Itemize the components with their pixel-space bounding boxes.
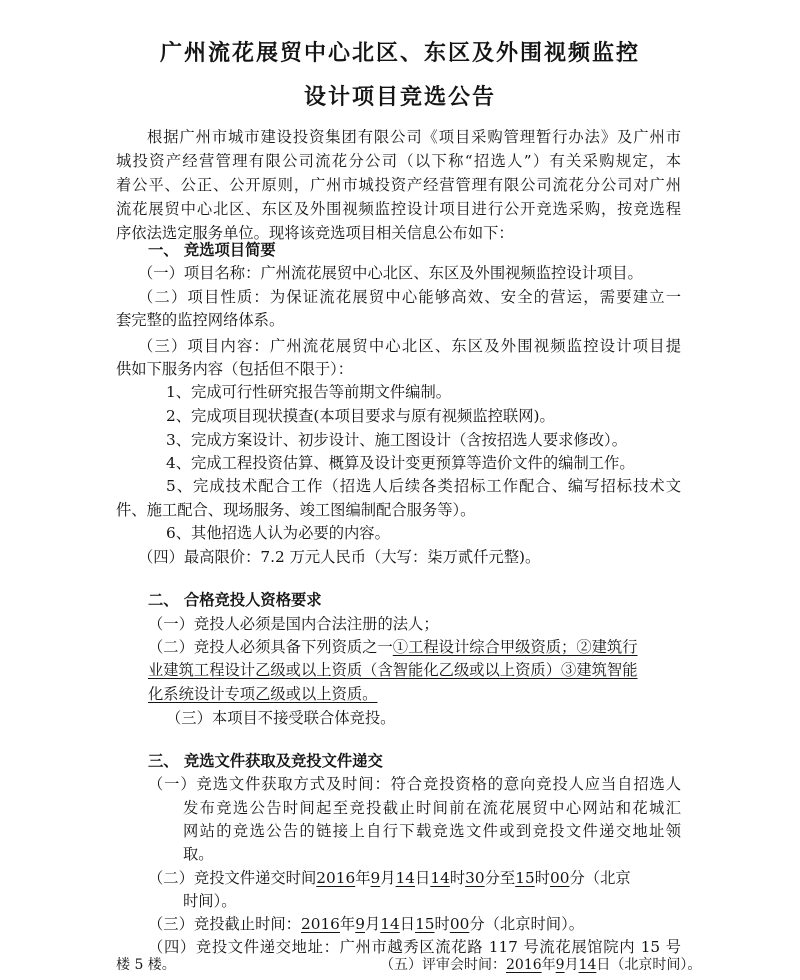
section-1-sub-6: 6、其他招选人认为必要的内容。: [166, 524, 390, 542]
review-day: 14: [578, 957, 597, 973]
section-2-item-2-line-2: 业建筑工程设计乙级或以上资质（含智能化乙级或以上资质）③建筑智能: [148, 661, 638, 679]
section-3-item-1-line-4: 取。: [183, 845, 214, 863]
submission-hour: 14: [430, 869, 450, 887]
intro-line-3: 着公平、公正、公开原则，广州市城投资产经营管理有限公司流花分公司对广州: [116, 176, 681, 194]
submission-end-hour: 15: [515, 869, 535, 887]
deadline-hour: 15: [415, 915, 435, 933]
section-1-item-2-line-2: 套完整的监控网络体系。: [116, 311, 285, 329]
section-2-item-1: （一）竞投人必须是国内合法注册的法人；: [148, 615, 439, 633]
intro-line-4: 流花展贸中心北区、东区及外围视频监控设计项目进行公开竞选采购，按竞选程: [116, 200, 681, 218]
section-2-item-2-line-3: 化系统设计专项乙级或以上资质。: [148, 685, 378, 703]
section-1-sub-4: 4、完成工程投资估算、概算及设计变更预算等造价文件的编制工作。: [166, 454, 635, 472]
intro-line-2: 城投资产经营管理有限公司流花分公司（以下称“招选人”）有关采购规定，本: [116, 152, 681, 170]
section-3-item-1-line-2: 发布竞选公告时间起至竞投截止时间前在流花展贸中心网站和花城汇: [183, 799, 681, 817]
section-2-item-2-prefix: （二）竞投人必须具备下列资质之一: [148, 638, 393, 656]
section-3-item-1-line-3: 网站的竞选公告的链接上自行下载竞选文件或到竞投文件递交地址领: [183, 822, 681, 840]
submission-time-label: （二）竞投文件递交时间: [148, 869, 317, 887]
deadline-month: 9: [355, 915, 365, 933]
title-line-2: 设计项目竞选公告: [303, 85, 496, 110]
section-3-item-4-line-1: （四）竞投文件递交地址：广州市越秀区流花路 117 号流花展馆院内 15 号: [148, 938, 681, 956]
section-1-sub-2: 2、完成项目现状摸查(本项目要求与原有视频监控联网)。: [166, 407, 555, 425]
submission-year: 2016: [316, 869, 356, 887]
review-month: 9: [555, 957, 565, 973]
submission-day: 14: [395, 869, 416, 887]
section-1-sub-5-line-2: 件、施工配合、现场服务、竣工图编制配合服务等）。: [116, 501, 476, 519]
section-3-item-3: （三）竞投截止时间：2016年9月14日15时00分（北京时间）。: [148, 915, 585, 933]
section-3-item-2-line-1: （二）竞投文件递交时间2016年9月14日14时30分至15时00分（北京: [148, 869, 631, 887]
section-2-heading: 二、 合格竞投人资格要求: [148, 591, 322, 609]
section-3-heading: 三、 竞选文件获取及竞投文件递交: [148, 752, 383, 770]
title-line-1: 广州流花展贸中心北区、东区及外围视频监控: [159, 41, 640, 66]
review-year: 2016: [506, 957, 542, 973]
submission-month: 9: [370, 869, 381, 887]
section-2-item-3: （三）本项目不接受联合体竞投。: [166, 709, 396, 727]
deadline-minute: 00: [449, 915, 470, 933]
section-1-sub-3: 3、完成方案设计、初步设计、施工图设计（含按招选人要求修改）。: [166, 431, 627, 449]
deadline-label: （三）竞投截止时间：: [148, 915, 301, 933]
section-1-sub-1: 1、完成可行性研究报告等前期文件编制。: [166, 383, 452, 401]
deadline-year: 2016: [300, 915, 340, 933]
section-1-item-2-line-1: （二）项目性质：为保证流花展贸中心能够高效、安全的营运，需要建立一: [138, 288, 681, 306]
section-1-item-4: （四）最高限价：7.2 万元人民币（大写：柒万贰仟元整)。: [138, 548, 541, 566]
submission-end-minute: 00: [550, 869, 570, 887]
intro-line-5: 序依法选定服务单位。现将该竞选项目相关信息公布如下：: [116, 224, 514, 242]
section-3-item-5: （五）评审会时间：2016年9月14日（北京时间）。: [380, 957, 702, 973]
deadline-day: 14: [380, 915, 400, 933]
section-1-item-3-line-2: 供如下服务内容（包括但不限于）：: [116, 360, 354, 378]
section-2-item-2-line-1: [148, 636, 681, 658]
section-3-item-2-line-2: 时间）。: [183, 892, 237, 910]
section-1-item-3-line-1: （三）项目内容：广州流花展贸中心北区、东区及外围视频监控设计项目提: [138, 337, 681, 355]
section-3-item-1-line-1: （一）竞选文件获取方式及时间：符合竞投资格的意向竞投人应当自招选人: [148, 775, 681, 793]
review-meeting-label: （五）评审会时间：: [380, 957, 506, 973]
section-1-heading: 一、 竞选项目简要: [148, 241, 276, 259]
submission-minute: 30: [465, 869, 485, 887]
section-3-item-4-line-2: 楼 5 楼。: [116, 957, 176, 973]
section-2-item-2-qualifications-a: ①工程设计综合甲级资质；②建筑行: [392, 638, 638, 656]
section-1-item-1: （一）项目名称：广州流花展贸中心北区、东区及外围视频监控设计项目。: [138, 264, 643, 282]
section-1-sub-5-line-1: 5、完成技术配合工作（招选人后续各类招标工作配合、编写招标技术文: [166, 477, 681, 495]
intro-line-1: 根据广州市城市建设投资集团有限公司《项目采购管理暂行办法》及广州市: [147, 128, 681, 146]
